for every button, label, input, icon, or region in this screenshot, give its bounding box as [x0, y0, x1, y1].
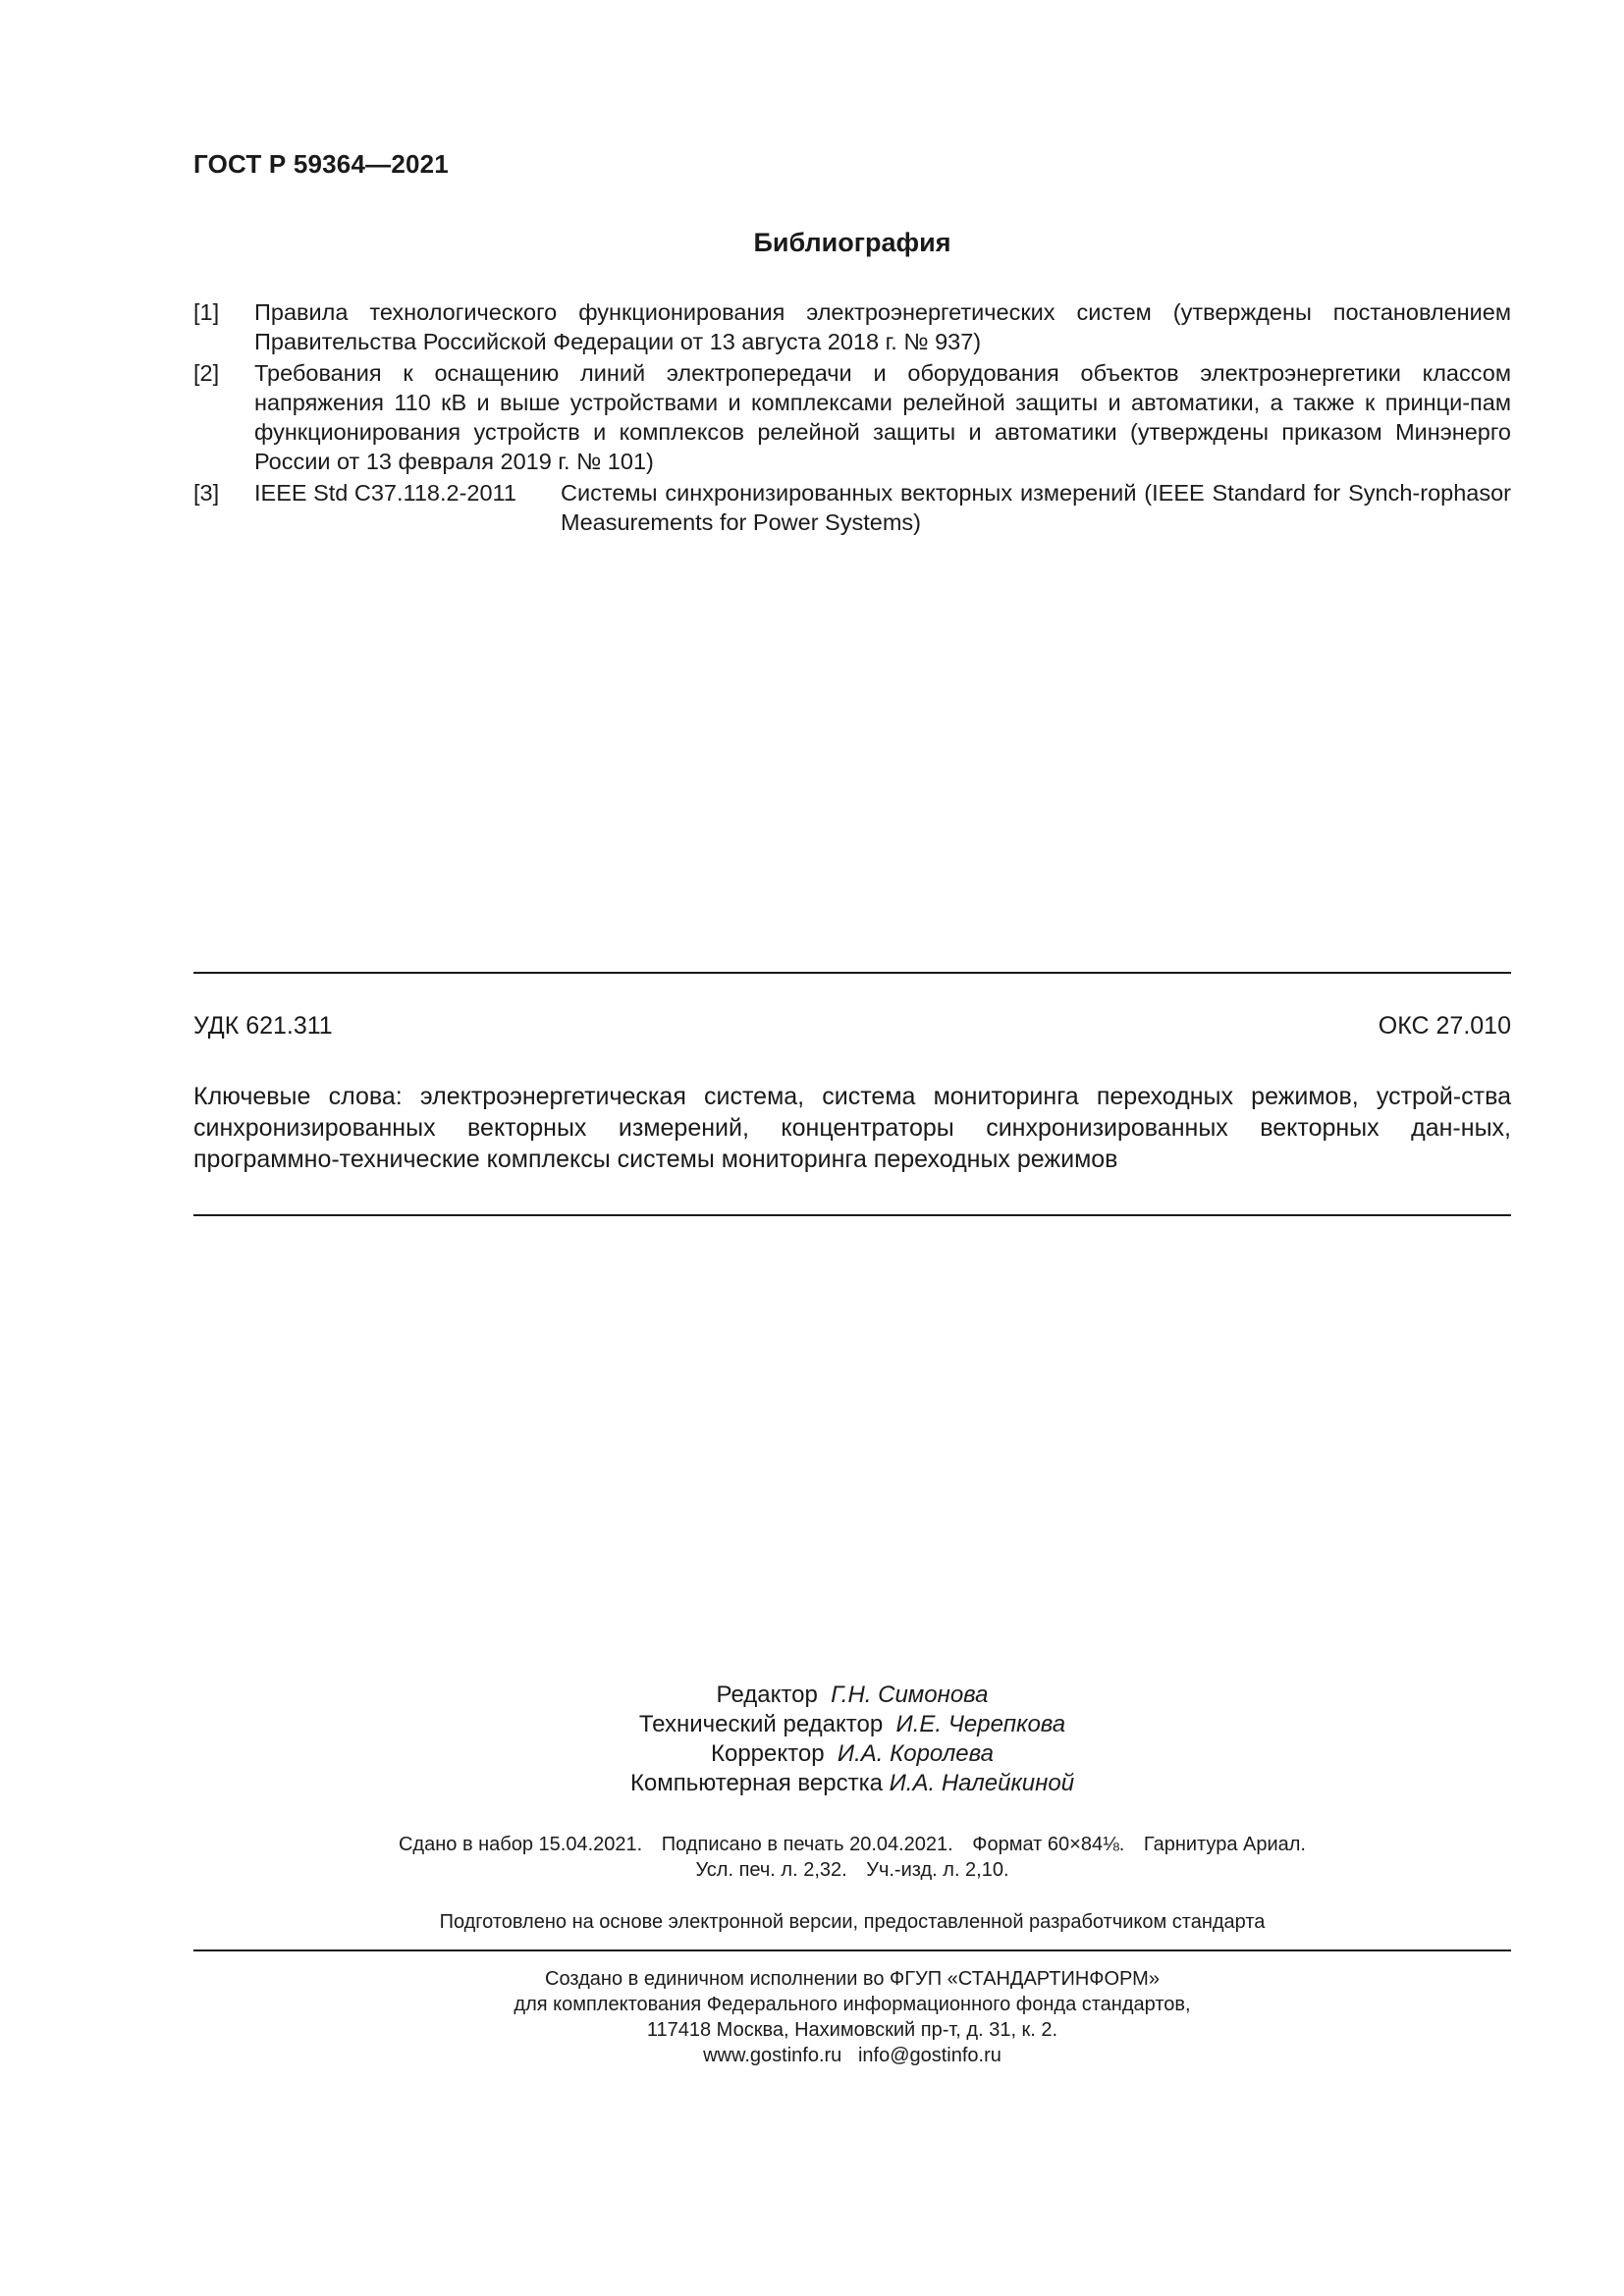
bibliography-title: Библиография: [753, 228, 951, 257]
bibliography-item-code: IEEE Std C37.118.2-2011: [254, 480, 516, 506]
credit-label: Корректор: [711, 1740, 825, 1767]
bibliography-item-line: rophasor Measurements for Power Systems): [561, 480, 1511, 535]
imprint-line: [193, 1832, 1511, 1857]
keywords-line: ства синхронизированных векторных измерений, концентраторы синхронизированных векторных дан-: [193, 1083, 1511, 1142]
publisher-block: [193, 1966, 1511, 2068]
bibliography-item-line: напряжения 110 кВ и выше устройствами и комплексами релейной защиты и автоматики, а также к принци-: [254, 390, 1471, 415]
bibliography-item-line: пам функционирования устройств и комплексов релейной защиты и автоматики (утверждены приказом: [254, 390, 1511, 445]
bibliography-item-number: [2]: [193, 360, 220, 386]
bibliography-item-text: [254, 297, 1511, 356]
bibliography-item-line: Требования к оснащению линий электропередачи и оборудования объектов электроэнергетики классом: [254, 360, 1511, 386]
udk-code: УДК 621.311: [193, 1012, 333, 1040]
imprint-block: [193, 1832, 1511, 1883]
bibliography-item-line: Минэнерго России от 13 февраля 2019 г. № 101): [254, 419, 1511, 474]
bibliography-item: [193, 297, 1511, 356]
bibliography-item-text: [561, 478, 1511, 537]
credit-editor: [193, 1681, 1511, 1710]
imprint-format: Формат 60×84⅛.: [972, 1834, 1125, 1855]
credit-name: Г.Н. Симонова: [831, 1682, 989, 1708]
prepared-note: Подготовлено на основе электронной версии, предоставленной разработчиком стандарта: [439, 1911, 1266, 1933]
credit-label: Технический редактор: [638, 1711, 884, 1737]
credit-name: И.А. Налейкиной: [889, 1770, 1075, 1796]
divider: [193, 1949, 1511, 1951]
credits-block: [193, 1681, 1511, 1798]
imprint-signed: Подписано в печать 20.04.2021.: [661, 1834, 953, 1855]
credit-name: И.А. Королева: [837, 1740, 994, 1767]
credit-label: Компьютерная верстка: [629, 1770, 883, 1796]
credit-label: Редактор: [716, 1682, 818, 1708]
credit-name: И.Е. Черепкова: [895, 1711, 1066, 1737]
publisher-contacts: [193, 2043, 1511, 2068]
publisher-line: 117418 Москва, Нахимовский пр-т, д. 31, к. 2.: [646, 2019, 1058, 2041]
keywords: [193, 1081, 1511, 1175]
bibliography-item: [193, 478, 1511, 537]
website-link[interactable]: www.gostinfo.ru: [703, 2045, 842, 2066]
keywords-line: ных, программно-технические комплексы системы мониторинга переходных режимов: [193, 1114, 1511, 1173]
bibliography-item-line: Системы синхронизированных векторных измерений (IEEE Standard for Synch-: [561, 480, 1421, 506]
imprint-line: [193, 1857, 1511, 1883]
credit-tech-editor: [193, 1710, 1511, 1739]
oks-code: ОКС 27.010: [1378, 1012, 1511, 1040]
keywords-line: Ключевые слова: электроэнергетическая система, система мониторинга переходных режимов, устрой-: [193, 1083, 1462, 1110]
divider: [193, 1214, 1511, 1216]
bibliography-item-line: Правила технологического функционирования электроэнергетических систем (утверждены постановлением: [254, 299, 1511, 325]
credit-corrector: [193, 1739, 1511, 1769]
bibliography-item: [193, 358, 1511, 476]
bibliography-item-number: [1]: [193, 299, 220, 325]
publisher-line: Создано в единичном исполнении во ФГУП «СТАНДАРТИНФОРМ»: [545, 1968, 1160, 1990]
bibliography-item-text: [254, 358, 1511, 476]
imprint-typeface: Гарнитура Ариал.: [1143, 1834, 1306, 1855]
imprint-edit-sheets: Уч.-изд. л. 2,10.: [866, 1859, 1009, 1881]
document-number: ГОСТ Р 59364—2021: [193, 149, 449, 179]
bibliography-item-number: [3]: [193, 480, 220, 506]
email-link[interactable]: info@gostinfo.ru: [857, 2045, 1001, 2066]
divider: [193, 972, 1511, 974]
publisher-line: для комплектования Федерального информационного фонда стандартов,: [514, 1994, 1191, 2015]
bibliography-list: [193, 297, 1511, 539]
credit-layout: [193, 1769, 1511, 1798]
imprint-submitted: Сдано в набор 15.04.2021.: [398, 1834, 643, 1855]
bibliography-item-line: Правительства Российской Федерации от 13 августа 2018 г. № 937): [254, 329, 982, 354]
imprint-print-sheets: Усл. печ. л. 2,32.: [695, 1859, 847, 1881]
